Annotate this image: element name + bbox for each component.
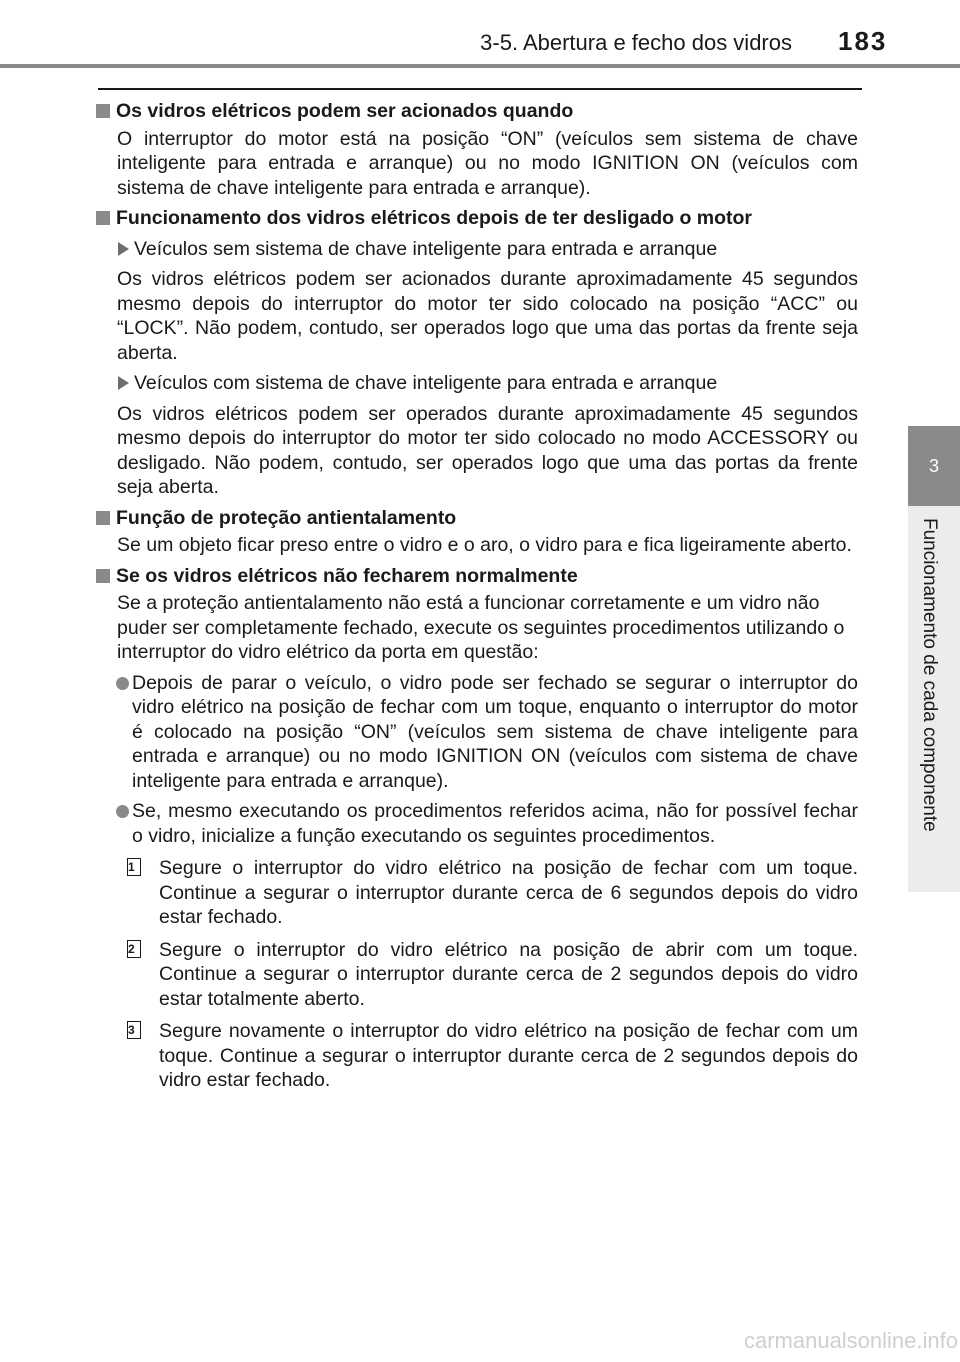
sub-heading [96, 371, 858, 396]
step-text: Segure o interruptor do vidro elétrico na posição de fechar com um toque. Continue a segurar o interruptor durante cerca de 6 segundos depois do vidro estar fechado. [159, 857, 858, 928]
page-number: 183 [838, 26, 888, 56]
chapter-tab [908, 426, 960, 506]
step-text: Segure o interruptor do vidro elétrico na posição de abrir com um toque. Continue a segurar o interruptor durante cerca de 2 segundos depois do vidro estar totalmente aberto. [159, 938, 858, 1010]
main-content [96, 96, 858, 1093]
list-item [96, 671, 858, 794]
circle-bullet-icon [116, 805, 129, 818]
triangle-arrow-icon [118, 242, 129, 256]
section-text: Se um objeto ficar preso entre o vidro e o aro, o vidro para e fica ligeiramente aberto. [117, 534, 852, 556]
section-heading [96, 564, 858, 589]
list-item-text: Se, mesmo executando os procedimentos referidos acima, não for possível fechar o vidro, inicialize a função executando os seguintes procedimentos. [132, 800, 858, 847]
section-text: O interruptor do motor está na posição “ON” (veículos sem sistema de chave inteligente para entrada e arranque) ou no modo IGNITION ON (veículos com sistema de chave inteligente para entrada e arranque). [117, 127, 858, 199]
section-heading-text: Funcionamento dos vidros elétricos depois de ter desligado o motor [116, 207, 753, 229]
square-bullet-icon [96, 511, 110, 525]
section-heading-text: Os vidros elétricos podem ser acionados quando [116, 100, 574, 122]
section-heading-text: Se os vidros elétricos não fecharem normalmente [116, 564, 578, 587]
list-item-text: Depois de parar o veículo, o vidro pode ser fechado se segurar o interruptor do vidro elétrico na posição de fechar com um toque, enquanto o interruptor do motor é colocado na posição “ON” (veículos sem sistema de chave inteligente para entrada e arranque) ou no modo IGNITION ON (veículos com sistema de chave inteligente para entrada e arranque). [132, 671, 858, 792]
section-text: Se a proteção antientalamento não está a funcionar corretamente e um vidro não puder ser completamente fechado, execute os seguintes procedimentos utilizando o interruptor do vidro elétrico da porta em questão: [117, 592, 845, 663]
square-bullet-icon [96, 104, 110, 118]
header-rule [0, 64, 960, 68]
section-heading-text: Função de proteção antientalamento [116, 506, 457, 529]
triangle-arrow-icon [118, 376, 129, 390]
section-heading [96, 206, 858, 231]
step-number: 1 [127, 858, 141, 876]
section-heading [96, 506, 858, 531]
step-text: Segure novamente o interruptor do vidro elétrico na posição de fechar com um toque. Continue a segurar o interruptor durante cerca de 2 segundos depois do vidro estar fechado. [159, 1020, 858, 1091]
square-bullet-icon [96, 569, 110, 583]
step-number: 2 [127, 940, 141, 958]
square-bullet-icon [96, 211, 110, 225]
procedure-step [96, 856, 858, 930]
section-heading [96, 99, 858, 124]
sub-heading [96, 237, 858, 262]
step-number: 3 [127, 1021, 141, 1039]
sub-heading-text: Veículos sem sistema de chave inteligente para entrada e arranque [134, 237, 718, 260]
section-text: Os vidros elétricos podem ser operados durante aproximadamente 45 segundos mesmo depois do interruptor do motor ter sido colocado no modo ACCESSORY ou desligado. Não podem, contudo, ser operados logo que uma das portas da frente seja aberta. [117, 402, 858, 498]
list-item [96, 799, 858, 848]
section-text: Os vidros elétricos podem ser acionados durante aproximadamente 45 segundos mesmo depois do interruptor do motor ter sido colocado na posição “ACC” ou “LOCK”. Não podem, contudo, ser operados logo que uma das portas da frente seja aberta. [117, 268, 858, 364]
sub-heading-text: Veículos com sistema de chave inteligente para entrada e arranque [134, 372, 718, 394]
circle-bullet-icon [116, 677, 129, 690]
chapter-title: Funcionamento de cada componente [919, 518, 940, 832]
header-section-title: 3-5. Abertura e fecho dos vidros [480, 30, 792, 55]
procedure-step [96, 938, 858, 1012]
content-rule [98, 88, 862, 90]
watermark: carmanualsonline.info [743, 1328, 958, 1353]
chapter-number: 3 [928, 455, 939, 476]
procedure-step [96, 1019, 858, 1093]
